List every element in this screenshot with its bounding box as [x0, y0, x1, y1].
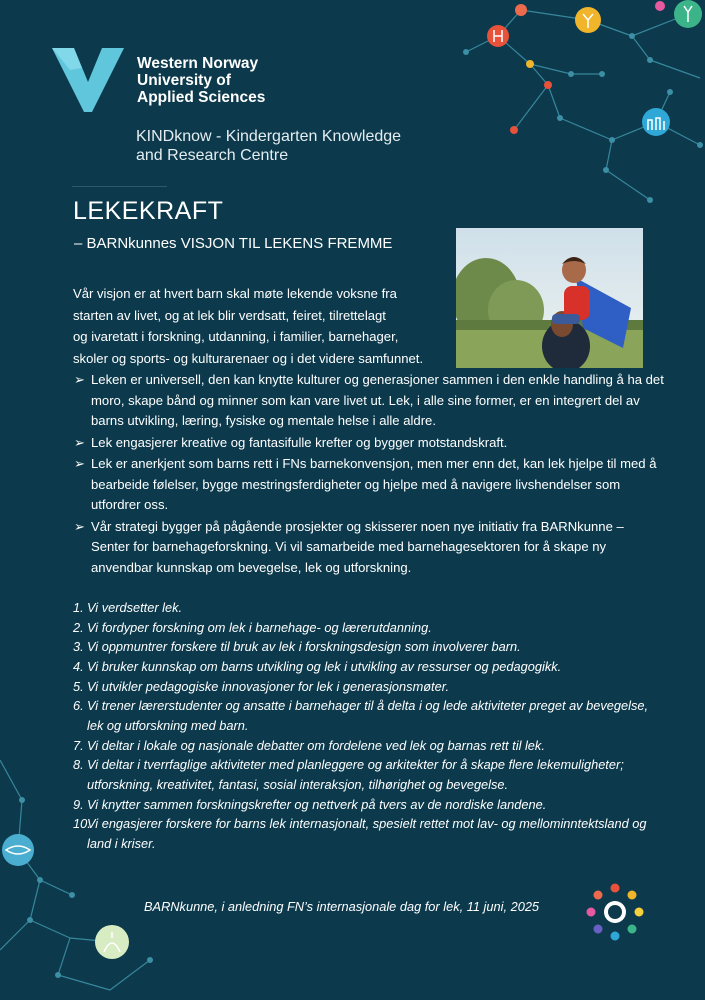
- goal-text: Vi fordyper forskning om lek i barnehage- og lærerutdanning.: [87, 619, 432, 635]
- university-name: [137, 55, 265, 106]
- arrow-bullet-icon: ➢: [74, 434, 85, 450]
- divider: [72, 186, 167, 187]
- list-item-text: Leken er universell, den kan knytte kulturer og generasjoner sammen i den enkle handling å ha det moro, skape bånd og minner som kan vare livet ut. Lek, i alle sine former, er en integrert del av barns utvikling, læring, fysiske og mentale helse i alle aldre.: [91, 372, 664, 428]
- goal-number: 8.: [73, 757, 84, 773]
- goal-text: Vi oppmuntrer forskere til bruk av lek i forskningsdesign som involverer barn.: [87, 639, 521, 655]
- list-item: [74, 433, 664, 454]
- intro-line: starten av livet, og at lek blir verdsatt, feiret, tilrettelagt: [73, 307, 386, 323]
- goal-item: [73, 755, 663, 794]
- footer-note: BARNkunne, i anledning FN’s internasjonale dag for lek, 11 juni, 2025: [144, 899, 540, 914]
- goal-number: 10.: [73, 816, 91, 832]
- intro-paragraph: [73, 283, 453, 369]
- list-item: [74, 454, 664, 516]
- list-item: [74, 370, 664, 432]
- goals-list: [73, 598, 663, 853]
- list-item: [74, 517, 664, 579]
- arrow-bullet-icon: ➢: [74, 372, 85, 387]
- page-subtitle: – BARNkunnes VISJON TIL LEKENS FREMME: [74, 235, 393, 252]
- intro-line: og ivaretatt i forskning, utdanning, i familier, barnehager,: [73, 329, 399, 344]
- university-name-line: University of: [137, 72, 231, 89]
- photo-child-on-shoulders: [456, 228, 643, 368]
- goal-item: [73, 618, 663, 638]
- barnkunne-flower-logo: [587, 884, 644, 941]
- list-item-text: Lek er anerkjent som barns rett i FNs barnekonvensjon, men mer enn det, kan lek hjelpe til med å bearbeide følelser, bygge mestringsferdigheter og hjelpe med å navigere livshendelser som utfordrer oss.: [91, 456, 657, 512]
- goal-number: 9.: [73, 796, 84, 812]
- goal-item: [73, 677, 663, 697]
- centre-name: [136, 127, 401, 165]
- goal-text: Vi bruker kunnskap om barns utvikling og lek i utvikling av ressurser og pedagogikk.: [87, 659, 562, 675]
- goal-text: Vi engasjerer forskere for barns lek internasjonalt, spesielt rettet mot lav- og mellominntektsland og land i kriser.: [87, 816, 647, 851]
- goal-item: [73, 696, 663, 735]
- university-name-line: Western Norway: [137, 55, 259, 72]
- arrow-bullet-icon: ➢: [74, 518, 85, 534]
- goal-text: Vi deltar i lokale og nasjonale debatter om fordelene ved lek og barnas rett til lek.: [87, 737, 545, 753]
- goal-text: Vi deltar i tverrfaglige aktiviteter med planleggere og arkitekter for å skape flere lekemuligheter; utforskning, kreativitet, fantasi, sosial interaksjon, tilhørighet og bevegelse.: [87, 757, 624, 792]
- intro-line: skoler og sports- og kulturarenaer og i det videre samfunnet.: [73, 350, 424, 366]
- goal-number: 7.: [73, 737, 84, 753]
- goal-item: [73, 657, 663, 677]
- bullet-list: [74, 370, 664, 579]
- list-item-text: Vår strategi bygger på pågående prosjekter og skisserer noen nye initiativ fra BARNkunne – Senter for barnehageforskning. Vi vil samarbeide med barnehagesektoren for å skape ny anvendbar kunnskap om bevegelse, lek og utforskning.: [91, 518, 624, 575]
- goal-item: [73, 795, 663, 815]
- intro-line: Vår visjon er at hvert barn skal møte lekende voksne fra: [73, 286, 397, 301]
- page-title: LEKEKRAFT: [73, 197, 224, 225]
- goal-number: 6.: [73, 698, 84, 714]
- goal-text: Vi verdsetter lek.: [87, 600, 183, 615]
- goal-text: Vi trener lærerstudenter og ansatte i barnehager til å delta i og lede aktiviteter preget av bevegelse, lek og utforskning med barn.: [87, 698, 649, 733]
- list-item-text: Lek engasjerer kreative og fantasifulle krefter og bygger motstandskraft.: [91, 434, 508, 450]
- goal-number: 1.: [73, 600, 84, 615]
- goal-text: Vi knytter sammen forskningskrefter og nettverk på tvers av de nordiske landene.: [87, 796, 547, 812]
- centre-name-line: KINDknow - Kindergarten Knowledge: [136, 128, 402, 145]
- hvl-logo-icon: [52, 48, 124, 112]
- goal-text: Vi utvikler pedagogiske innovasjoner for lek i generasjonsmøter.: [87, 678, 450, 694]
- centre-name-line: and Research Centre: [136, 147, 289, 164]
- goal-number: 4.: [73, 659, 84, 675]
- goal-item: [73, 814, 663, 853]
- arrow-bullet-icon: ➢: [74, 456, 85, 471]
- goal-item: [73, 736, 663, 756]
- goal-number: 2.: [73, 619, 84, 635]
- goal-number: 5.: [73, 678, 84, 694]
- goal-item: [73, 598, 663, 618]
- goal-item: [73, 637, 663, 657]
- university-name-line: Applied Sciences: [137, 89, 266, 106]
- goal-number: 3.: [73, 639, 84, 655]
